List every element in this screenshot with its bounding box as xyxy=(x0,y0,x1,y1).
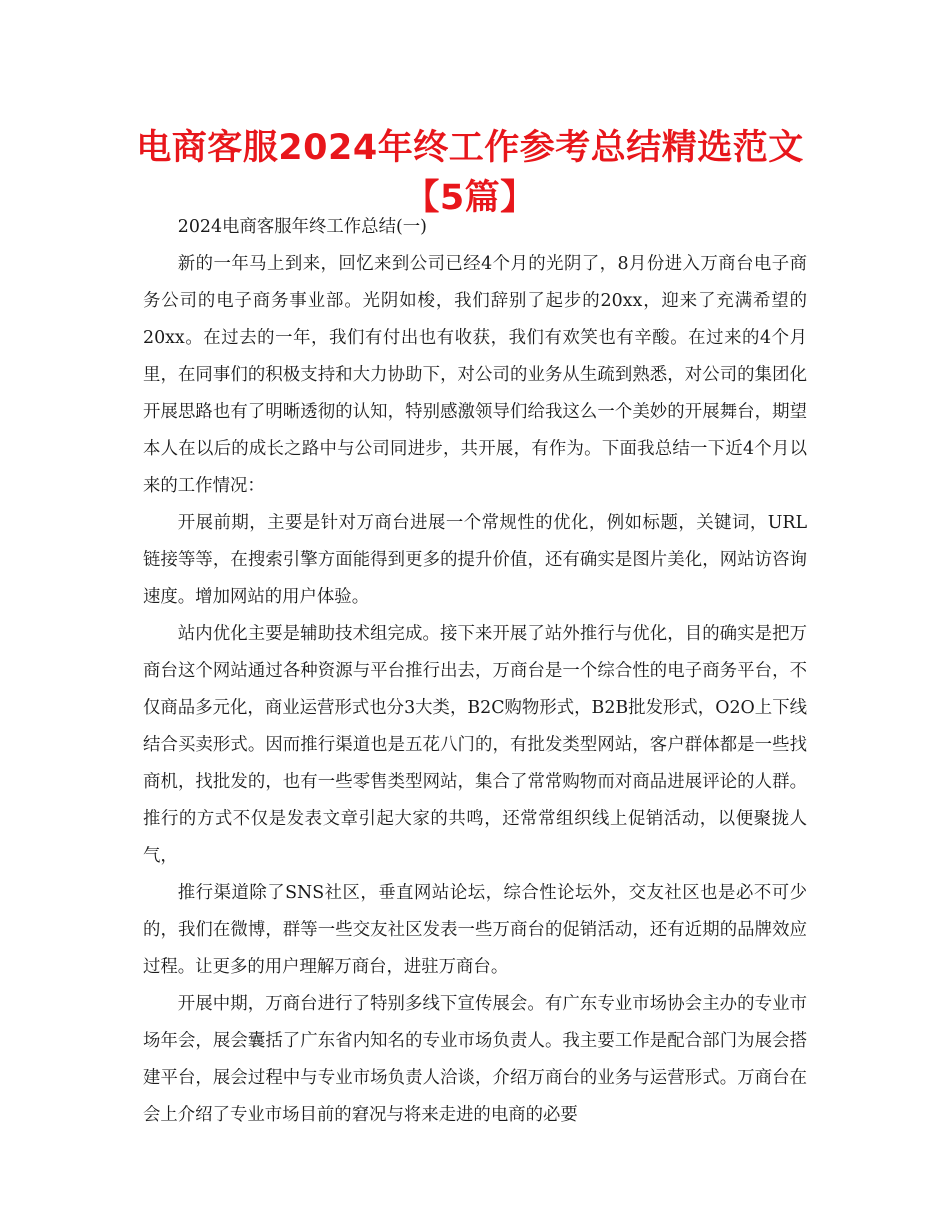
paragraph: 新的一年马上到来，回忆来到公司已经4个月的光阴了，8月份进入万商台电子商务公司的电子商务事业部。光阴如梭，我们辞别了起步的20xx，迎来了充满希望的20xx。在过去的一年，我们有付出也有收获，我们有欢笑也有辛酸。在过来的4个月里，在同事们的积极支持和大力协助下，对公司的业务从生疏到熟悉，对公司的集团化开展思路也有了明晰透彻的认知，特别感激领导们给我这么一个美妙的开展舞台，期望本人在以后的成长之路中与公司同进步，共开展，有作为。下面我总结一下近4个月以来的工作情况： xyxy=(143,254,807,496)
paragraph: 开展中期，万商台进行了特别多线下宣传展会。有广东专业市场协会主办的专业市场年会，展会囊括了广东省内知名的专业市场负责人。我主要工作是配合部门为展会搭建平台，展会过程中与专业市场负责人洽谈，介绍万商台的业务与运营形式。万商台在会上介绍了专业市场目前的窘况与将来走进的电商的必要 xyxy=(143,994,807,1125)
document-body xyxy=(143,209,807,1134)
paragraph: 开展前期，主要是针对万商台进展一个常规性的优化，例如标题，关键词，URL链接等等，在搜索引擎方面能得到更多的提升价值，还有确实是图片美化，网站访咨询速度。增加网站的用户体验。 xyxy=(143,513,807,607)
paragraph: 推行渠道除了SNS社区，垂直网站论坛，综合性论坛外，交友社区也是必不可少的，我们在微博，群等一些交友社区发表一些万商台的促销活动，还有近期的品牌效应过程。让更多的用户理解万商台，进驻万商台。 xyxy=(143,883,807,977)
document-title: 电商客服2024年终工作参考总结精选范文【5篇】 xyxy=(136,128,804,218)
section-heading: 2024电商客服年终工作总结(一) xyxy=(177,217,427,237)
paragraph: 站内优化主要是辅助技术组完成。接下来开展了站外推行与优化，目的确实是把万商台这个网站通过各种资源与平台推行出去，万商台是一个综合性的电子商务平台，不仅商品多元化，商业运营形式也分3大类，B2C购物形式，B2B批发形式，O2O上下线结合买卖形式。因而推行渠道也是五花八门的，有批发类型网站，客户群体都是一些找商机，找批发的，也有一些零售类型网站，集合了常常购物而对商品进展评论的人群。推行的方式不仅是发表文章引起大家的共鸣，还常常组织线上促销活动，以便聚拢人气， xyxy=(143,624,807,866)
